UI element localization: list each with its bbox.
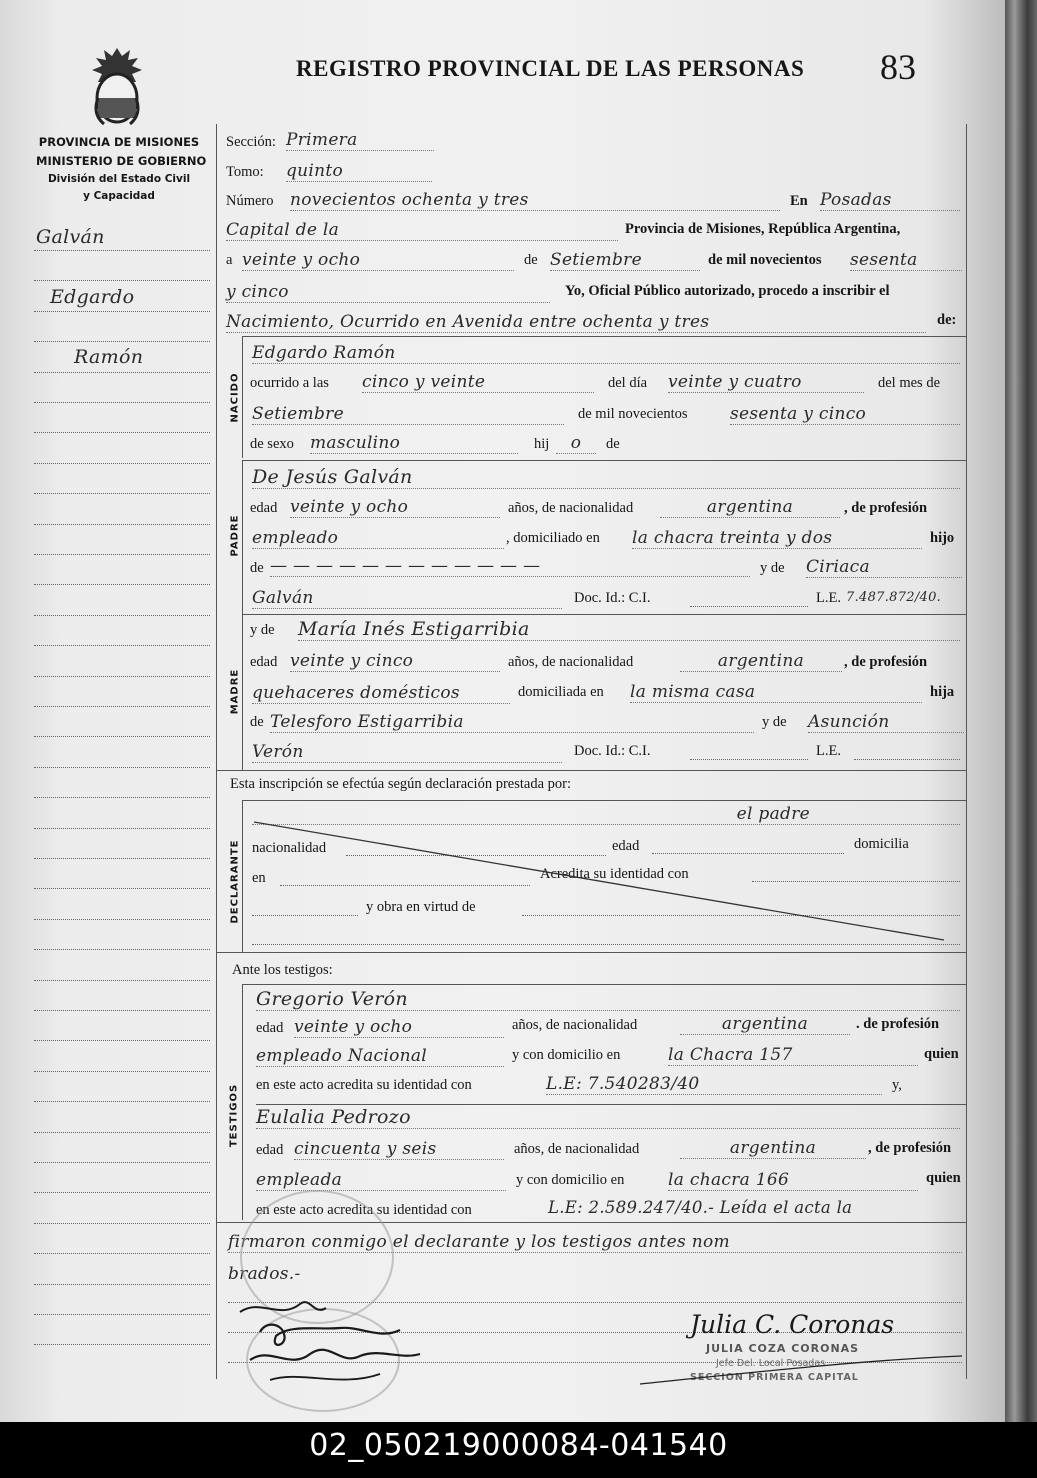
declarante-domicilio-label: domicilia bbox=[854, 836, 909, 852]
padre-left-rule bbox=[242, 460, 243, 614]
margin-line bbox=[34, 706, 210, 707]
testigo1-anios-label: años, de nacionalidad bbox=[512, 1017, 638, 1033]
margin-line bbox=[34, 1344, 210, 1345]
margin-line bbox=[34, 767, 210, 768]
nacido-hij-suffix: o bbox=[556, 433, 596, 454]
margin-line bbox=[34, 1010, 210, 1011]
signature-underline-stroke bbox=[636, 1350, 966, 1390]
margin-line bbox=[34, 919, 210, 920]
madre-left-rule bbox=[242, 614, 243, 770]
margin-line bbox=[34, 1162, 210, 1163]
padre-le-label: L.E. bbox=[816, 590, 841, 606]
testigos-top-rule bbox=[216, 952, 966, 953]
testigo1-domicilio: la Chacra 157 bbox=[668, 1045, 918, 1066]
margin-line bbox=[34, 676, 210, 677]
madre-nacionalidad: argentina bbox=[680, 651, 842, 672]
margin-line bbox=[34, 1132, 210, 1133]
madre-nombre: María Inés Estigarribia bbox=[298, 618, 960, 641]
official-role: Jefe Del. Local Posadas bbox=[716, 1358, 826, 1369]
padre-hijo-label: hijo bbox=[930, 530, 955, 546]
scan-identifier: 02_050219000084-041540 bbox=[309, 1428, 728, 1463]
madre-top-rule bbox=[242, 614, 966, 615]
madre-edad: veinte y cinco bbox=[290, 651, 500, 672]
margin-line bbox=[34, 402, 210, 403]
declaracion-top-rule bbox=[216, 770, 966, 771]
madre-madre-nombre: Asunción bbox=[808, 712, 964, 733]
margin-line bbox=[34, 1192, 210, 1193]
padre-doc-label: Doc. Id.: C.I. bbox=[574, 590, 651, 606]
testigos-rule bbox=[242, 984, 966, 985]
margin-line bbox=[34, 980, 210, 981]
nacido-top-rule bbox=[242, 336, 966, 337]
mil-label: de mil novecientos bbox=[708, 252, 822, 268]
margin-line bbox=[34, 372, 210, 373]
madre-ci-line bbox=[690, 759, 808, 760]
testigo1-edad: veinte y ocho bbox=[294, 1017, 504, 1038]
madre-de-label: de bbox=[250, 714, 264, 730]
margin-line bbox=[34, 797, 210, 798]
testigo2-nacionalidad: argentina bbox=[680, 1138, 866, 1159]
tomo-label: Tomo: bbox=[226, 164, 264, 180]
nacido-section-label: NACIDO bbox=[229, 372, 241, 423]
margin-line bbox=[34, 1101, 210, 1102]
frame-left-line bbox=[216, 124, 217, 1379]
numero-label: Número bbox=[226, 193, 274, 209]
margin-line bbox=[34, 858, 210, 859]
book-binding-edge bbox=[1005, 0, 1037, 1422]
margin-second-name: Ramón bbox=[74, 346, 144, 368]
madre-le-line bbox=[854, 759, 960, 760]
margin-line bbox=[34, 1314, 210, 1315]
margin-line bbox=[34, 250, 210, 251]
testigo2-documento: L.E: 2.589.247/40.- Leída el acta la bbox=[548, 1198, 853, 1217]
tomo-value: quinto bbox=[286, 161, 432, 182]
inscribe-value: Nacimiento, Ocurrido en Avenida entre ochenta y tres bbox=[226, 312, 926, 333]
madre-doc-label: Doc. Id.: C.I. bbox=[574, 743, 651, 759]
official-office: SECCION PRIMERA CAPITAL bbox=[690, 1372, 859, 1383]
folio-number: 83 bbox=[880, 47, 916, 87]
margin-first-name: Edgardo bbox=[50, 286, 135, 308]
padre-edad-label: edad bbox=[250, 500, 278, 516]
testigo1-documento: L.E: 7.540283/40 bbox=[546, 1074, 882, 1095]
margin-line bbox=[34, 1253, 210, 1254]
page-title: REGISTRO PROVINCIAL DE LAS PERSONAS bbox=[296, 56, 805, 81]
margin-line bbox=[34, 584, 210, 585]
testigo2-domicilio: la chacra 166 bbox=[668, 1170, 918, 1191]
nacido-dia-label: del día bbox=[608, 375, 648, 391]
margin-line bbox=[34, 432, 210, 433]
testigo2-rule bbox=[256, 1104, 966, 1105]
padre-y-de-label: y de bbox=[760, 560, 785, 576]
anio-value-1: sesenta bbox=[850, 250, 962, 271]
testigo1-nacionalidad: argentina bbox=[680, 1014, 850, 1035]
testigo1-domicilio-label: y con domicilio en bbox=[512, 1047, 621, 1063]
margin-line bbox=[34, 554, 210, 555]
padre-de-value: — — — — — — — — — — — — bbox=[270, 556, 750, 577]
padre-profesion: empleado bbox=[252, 528, 504, 549]
declarante-en-label: en bbox=[252, 870, 266, 886]
declarante-edad-label: edad bbox=[612, 838, 640, 854]
nacido-dia: veinte y cuatro bbox=[668, 372, 864, 393]
nacido-anio: sesenta y cinco bbox=[730, 404, 960, 425]
padre-domicilio: la chacra treinta y dos bbox=[632, 528, 922, 549]
testigo1-edad-label: edad bbox=[256, 1020, 284, 1036]
testigo2-edad: cincuenta y seis bbox=[294, 1139, 504, 1160]
testigo2-profesion-label: , de profesión bbox=[868, 1140, 952, 1156]
madre-section-label: MADRE bbox=[229, 668, 241, 715]
testigo2-quien-label: quien bbox=[926, 1170, 961, 1186]
de-colon-label: de: bbox=[937, 312, 957, 328]
nacido-sexo-label: de sexo bbox=[250, 436, 294, 452]
margin-line bbox=[34, 828, 210, 829]
margin-line bbox=[34, 949, 210, 950]
madre-le-label: L.E. bbox=[816, 743, 841, 759]
numero-value: novecientos ochenta y tres bbox=[290, 190, 780, 211]
de-label: de bbox=[524, 252, 538, 268]
padre-section-label: PADRE bbox=[229, 514, 241, 557]
margin-line bbox=[34, 888, 210, 889]
padre-anios-label: años, de nacionalidad bbox=[508, 500, 634, 516]
madre-anios-label: años, de nacionalidad bbox=[508, 654, 634, 670]
padre-madre-nombre: Ciriaca bbox=[806, 557, 962, 578]
padre-ci-line bbox=[690, 606, 808, 607]
testigo2-domicilio-label: y con domicilio en bbox=[516, 1172, 625, 1188]
testigo1-acredita-label: en este acto acredita su identidad con bbox=[256, 1077, 472, 1093]
nacido-mil-label: de mil novecientos bbox=[578, 406, 688, 422]
nacido-hij-label: hij bbox=[534, 436, 550, 452]
padre-nombre: De Jesús Galván bbox=[252, 466, 960, 489]
declarante-value: el padre bbox=[252, 804, 960, 825]
nacido-nombre: Edgardo Ramón bbox=[252, 343, 960, 364]
testigo2-edad-label: edad bbox=[256, 1142, 284, 1158]
padre-de-label: de bbox=[250, 560, 264, 576]
madre-profesion: quehaceres domésticos bbox=[252, 683, 510, 704]
padre-le-value: 7.487.872/40. bbox=[846, 590, 942, 605]
declarante-top-rule bbox=[242, 800, 966, 801]
margin-line bbox=[34, 1071, 210, 1072]
nacido-sexo: masculino bbox=[310, 433, 518, 454]
margin-line bbox=[34, 341, 210, 342]
madre-hija-label: hija bbox=[930, 684, 955, 700]
declarante-section-label: DECLARANTE bbox=[229, 839, 241, 924]
margin-line bbox=[34, 463, 210, 464]
madre-profesion-label: , de profesión bbox=[844, 654, 928, 670]
testigo2-anios-label: años, de nacionalidad bbox=[514, 1141, 640, 1157]
nacido-mes: Setiembre bbox=[252, 404, 564, 425]
official-signature: Julia C. Coronas bbox=[690, 1310, 895, 1339]
testigo2-profesion: empleada bbox=[256, 1170, 506, 1191]
madre-apellido: Verón bbox=[252, 742, 562, 763]
madre-domicilio-label: domiciliada en bbox=[518, 684, 604, 700]
coat-of-arms-icon bbox=[84, 42, 150, 128]
official-name: JULIA COZA CORONAS bbox=[706, 1342, 860, 1355]
a-label: a bbox=[226, 252, 233, 268]
declarante-acredita-label: Acredita su identidad con bbox=[540, 866, 689, 882]
testigo1-profesion-label: . de profesión bbox=[856, 1016, 940, 1032]
madre-y-de2-label: y de bbox=[762, 714, 787, 730]
margin-line bbox=[34, 1284, 210, 1285]
margin-line bbox=[34, 615, 210, 616]
nacido-mes-label: del mes de bbox=[878, 375, 941, 391]
frame-right-line bbox=[966, 124, 967, 1379]
margin-line bbox=[34, 1040, 210, 1041]
testigos-section-label: TESTIGOS bbox=[228, 1083, 240, 1148]
declarante-left-rule bbox=[242, 800, 243, 952]
padre-apellido: Galván bbox=[252, 588, 562, 609]
testigo2-nombre: Eulalia Pedrozo bbox=[256, 1106, 960, 1129]
margin-line bbox=[34, 524, 210, 525]
testigo1-quien-label: quien bbox=[924, 1046, 959, 1062]
cancel-stroke bbox=[250, 816, 950, 946]
padre-profesion-label: , de profesión bbox=[844, 500, 928, 516]
madre-y-de-label: y de bbox=[250, 622, 275, 638]
padre-domicilio-label: , domiciliado en bbox=[506, 530, 600, 546]
margin-line bbox=[34, 645, 210, 646]
capital-value: Capital de la bbox=[226, 220, 618, 241]
margin-line bbox=[34, 493, 210, 494]
en-label: En bbox=[790, 193, 808, 209]
margin-line bbox=[34, 311, 210, 312]
issuing-organization: PROVINCIA DE MISIONES MINISTERIO DE GOBIERNO División del Estado Civil y Capacidad bbox=[36, 135, 207, 202]
anio-value-2: y cinco bbox=[226, 282, 550, 303]
nacido-left-rule bbox=[242, 336, 243, 458]
testigos-left-rule bbox=[242, 984, 243, 1220]
testigo2-acredita-label: en este acto acredita su identidad con bbox=[256, 1202, 472, 1218]
dia-value: veinte y ocho bbox=[242, 250, 514, 271]
seccion-label: Sección: bbox=[226, 134, 276, 150]
en-value: Posadas bbox=[820, 190, 960, 211]
margin-line bbox=[34, 736, 210, 737]
margin-line bbox=[34, 280, 210, 281]
madre-padre-nombre: Telesforo Estigarribia bbox=[270, 712, 754, 733]
padre-edad: veinte y ocho bbox=[290, 497, 500, 518]
oficial-text: Yo, Oficial Público autorizado, procedo a inscribir el bbox=[565, 283, 890, 299]
nacido-hora: cinco y veinte bbox=[362, 372, 594, 393]
testigo1-nombre: Gregorio Verón bbox=[256, 988, 960, 1011]
mes-value: Setiembre bbox=[550, 250, 700, 271]
declarante-nacionalidad-label: nacionalidad bbox=[252, 840, 327, 856]
closing-line-1: firmaron conmigo el declarante y los testigos antes nom bbox=[228, 1232, 962, 1253]
declarante-obra-label: y obra en virtud de bbox=[366, 899, 476, 915]
testigo1-profesion: empleado Nacional bbox=[256, 1046, 504, 1067]
testigo1-y-label: y, bbox=[892, 1077, 902, 1093]
madre-domicilio: la misma casa bbox=[630, 682, 922, 703]
witness-signatures-icon bbox=[230, 1290, 450, 1400]
nacido-ocurrido-label: ocurrido a las bbox=[250, 375, 329, 391]
margin-line bbox=[34, 1223, 210, 1224]
closing-line-2: brados.- bbox=[228, 1264, 301, 1284]
padre-nacionalidad: argentina bbox=[660, 497, 840, 518]
declaracion-text: Esta inscripción se efectúa según declaración prestada por: bbox=[230, 776, 572, 792]
nacido-de-label: de bbox=[606, 436, 620, 452]
testigos-intro: Ante los testigos: bbox=[232, 962, 333, 978]
madre-edad-label: edad bbox=[250, 654, 278, 670]
seccion-value: Primera bbox=[286, 130, 434, 151]
margin-surname: Galván bbox=[36, 226, 105, 248]
provincia-label: Provincia de Misiones, República Argentina, bbox=[625, 221, 901, 237]
padre-top-rule bbox=[242, 460, 966, 461]
